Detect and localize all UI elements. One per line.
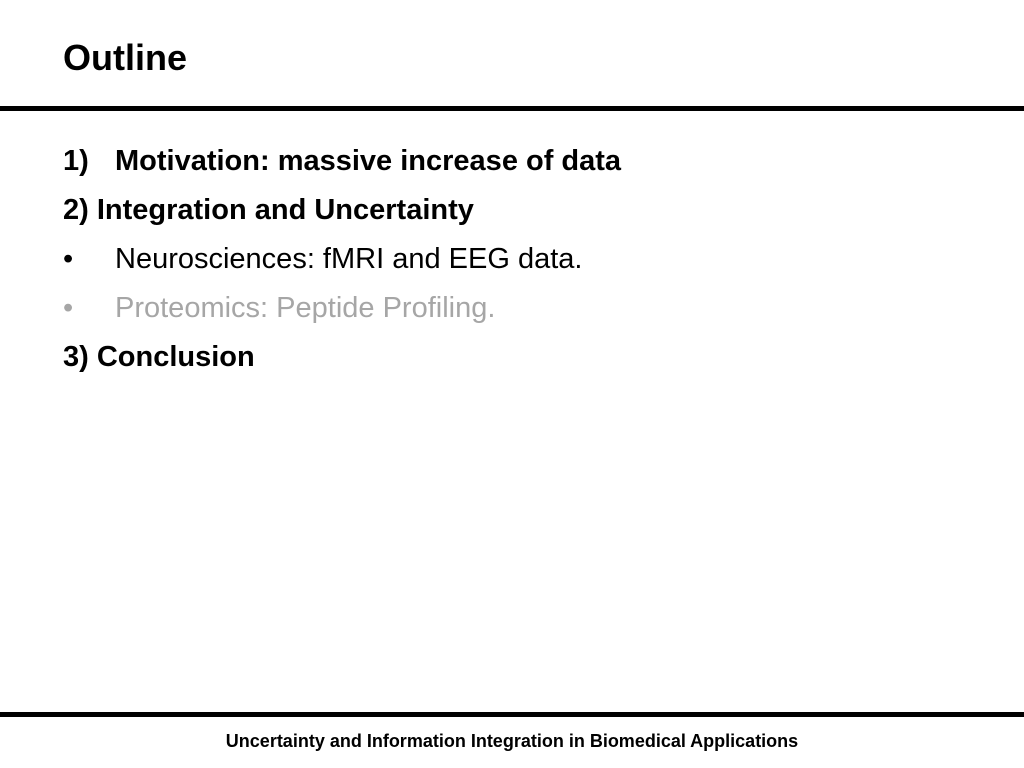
outline-item-integration [63,189,983,238]
item-text: Proteomics: Peptide Profiling. [115,292,496,324]
item-text: 3) Conclusion [63,341,255,373]
item-text: 2) Integration and Uncertainty [63,194,474,226]
title-divider [0,106,1024,111]
outline-subitem-neurosciences [63,238,983,287]
bullet-icon: • [63,243,74,275]
slide-footer: Uncertainty and Information Integration in Biomedical Applications [225,731,799,751]
slide-title: Outline [63,37,187,78]
outline-list [63,140,983,385]
outline-item-motivation [63,140,983,189]
outline-item-conclusion [63,336,983,385]
outline-subitem-proteomics [63,287,983,336]
item-text: Neurosciences: fMRI and EEG data. [115,243,583,275]
footer-divider [0,712,1024,717]
bullet-icon: • [63,292,74,324]
item-text: Motivation: massive increase of data [115,145,622,177]
item-number: 1) [63,145,89,177]
